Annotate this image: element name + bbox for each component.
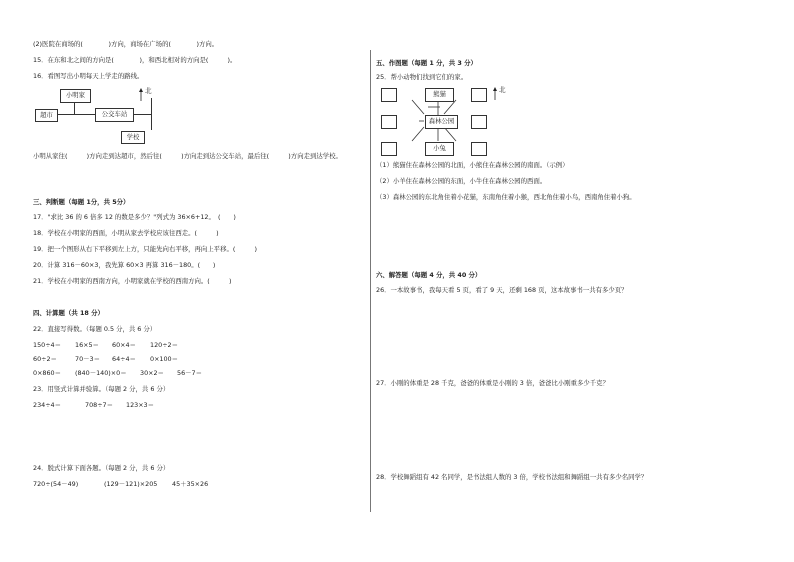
rabbit-box: 小兔 — [425, 142, 454, 156]
calc-item: 56－7＝ — [177, 369, 202, 377]
question-26: 26．一本故事书，我每天看 5 页，看了 9 天，还剩 168 页，这本故事书一共有多少页？ — [376, 286, 628, 294]
empty-box-nw — [381, 88, 397, 102]
calc-item: 0×860＝ — [33, 369, 62, 377]
map-bus-station-box: 公交车站 — [95, 108, 134, 122]
map-home-box: 小明家 — [60, 89, 91, 103]
question-27: 27．小刚的体重是 28 千克，爸爸的体重是小刚的 3 倍，爸爸比小刚重多少千克？ — [376, 379, 609, 387]
forest-park-box: 森林公园 — [425, 115, 458, 129]
question-18: 18．学校在小明家的西面，小明从家去学校应该往西走。( ) — [33, 229, 219, 237]
north-arrow-icon — [136, 88, 146, 102]
panda-box: 熊猫 — [425, 88, 454, 102]
calc-item: 150÷4＝ — [33, 341, 62, 349]
empty-box-sw — [381, 142, 397, 156]
question-25-part-2: （2）小羊住在森林公园的东面，小牛住在森林公园的西面。 — [376, 177, 547, 185]
calc-item: 120÷2＝ — [150, 341, 179, 349]
left-column — [0, 0, 370, 562]
right-column — [372, 0, 794, 562]
calc-item: (840－140)×0＝ — [75, 369, 127, 377]
calc-item: 708÷7＝ — [85, 401, 114, 409]
north-label: 北 — [499, 86, 506, 94]
calc-item: 123×3＝ — [126, 401, 155, 409]
calc-item: 45＋35×26 — [172, 480, 209, 488]
empty-box-w — [381, 115, 397, 129]
calc-item: 30×2＝ — [140, 369, 164, 377]
question-21: 21．学校在小明家的西南方向，小明家就在学校的西南方向。( ) — [33, 277, 232, 285]
question-22: 22．直接写得数。（每题 0.5 分，共 6 分） — [33, 325, 157, 333]
calc-item: 16×5＝ — [75, 341, 99, 349]
question-25-part-3: （3）森林公园的东北角住着小花猫，东南角住着小猴，西北角住着小鸟，西南角住着小狗。 — [376, 193, 636, 201]
question-28: 28．学校舞蹈组有 42 名同学，是书法组人数的 3 倍，学校书法组和舞蹈组一共有多少名同学？ — [376, 473, 648, 481]
question-23: 23．用竖式计算并验算。（每题 2 分，共 6 分） — [33, 385, 170, 393]
section-4-title: 四、计算题（共 18 分） — [33, 309, 104, 317]
calc-item: 60×4＝ — [112, 341, 136, 349]
empty-box-ne — [471, 88, 487, 102]
empty-box-e — [471, 115, 487, 129]
empty-box-se — [471, 142, 487, 156]
question-25: 25．帮小动物们找到它们的家。 — [376, 73, 468, 81]
north-label: 北 — [145, 87, 152, 95]
calc-item: 70－3＝ — [75, 355, 100, 363]
north-arrow-icon — [490, 87, 500, 101]
calc-item: 64÷4＝ — [112, 355, 136, 363]
question-20: 20．计算 316－60×3，我先算 60×3 再算 316－180。( ) — [33, 261, 216, 269]
question-14-part-2: (2)医院在商场的( )方向，商场在广场的( )方向。 — [33, 40, 219, 48]
map-road-bus-to-school-h — [133, 114, 151, 115]
map-market-box: 超市 — [35, 109, 58, 122]
calc-item: 720÷(54－49) — [33, 480, 79, 488]
section-3-title: 三、判断题（每题 1分，共 5分） — [33, 198, 130, 206]
calc-item: 234÷4＝ — [33, 401, 62, 409]
section-5-title: 五、作图题（每题 1 分，共 3 分） — [376, 59, 477, 67]
map-road-home-to-market — [74, 102, 75, 114]
calc-item: 60÷2＝ — [33, 355, 57, 363]
question-17: 17．"求比 36 的 6 倍多 12 的数是多少？"列式为 36×6+12。 ( ) — [33, 213, 236, 221]
section-6-title: 六、解答题（每题 4 分，共 40 分） — [376, 271, 482, 279]
question-19: 19．把一个图形从右下平移到左上方，只能先向右平移，再向上平移。( ) — [33, 245, 258, 253]
calc-item: 0×100＝ — [150, 355, 179, 363]
question-25-part-1: （1）熊猫住在森林公园的北面，小熊住在森林公园的南面。（示例） — [376, 161, 569, 169]
map-school-box: 学校 — [121, 131, 145, 144]
question-24: 24．脱式计算下面各题。（每题 2 分，共 6 分） — [33, 464, 170, 472]
column-divider — [370, 50, 371, 512]
map-road-market-to-bus — [56, 114, 96, 115]
question-15: 15．在东和北之间的方向是( )，和西北相对的方向是( )。 — [33, 56, 237, 64]
question-16: 16．看图写出小明每天上学走的路线。 — [33, 72, 144, 80]
calc-item: (129－121)×205 — [104, 480, 158, 488]
question-16-answer: 小明从家往( )方向走到达超市，然后往( )方向走到达公交车站，最后往( )方向走到达学校。 — [33, 152, 342, 160]
map-road-bus-to-school-v — [151, 98, 152, 130]
